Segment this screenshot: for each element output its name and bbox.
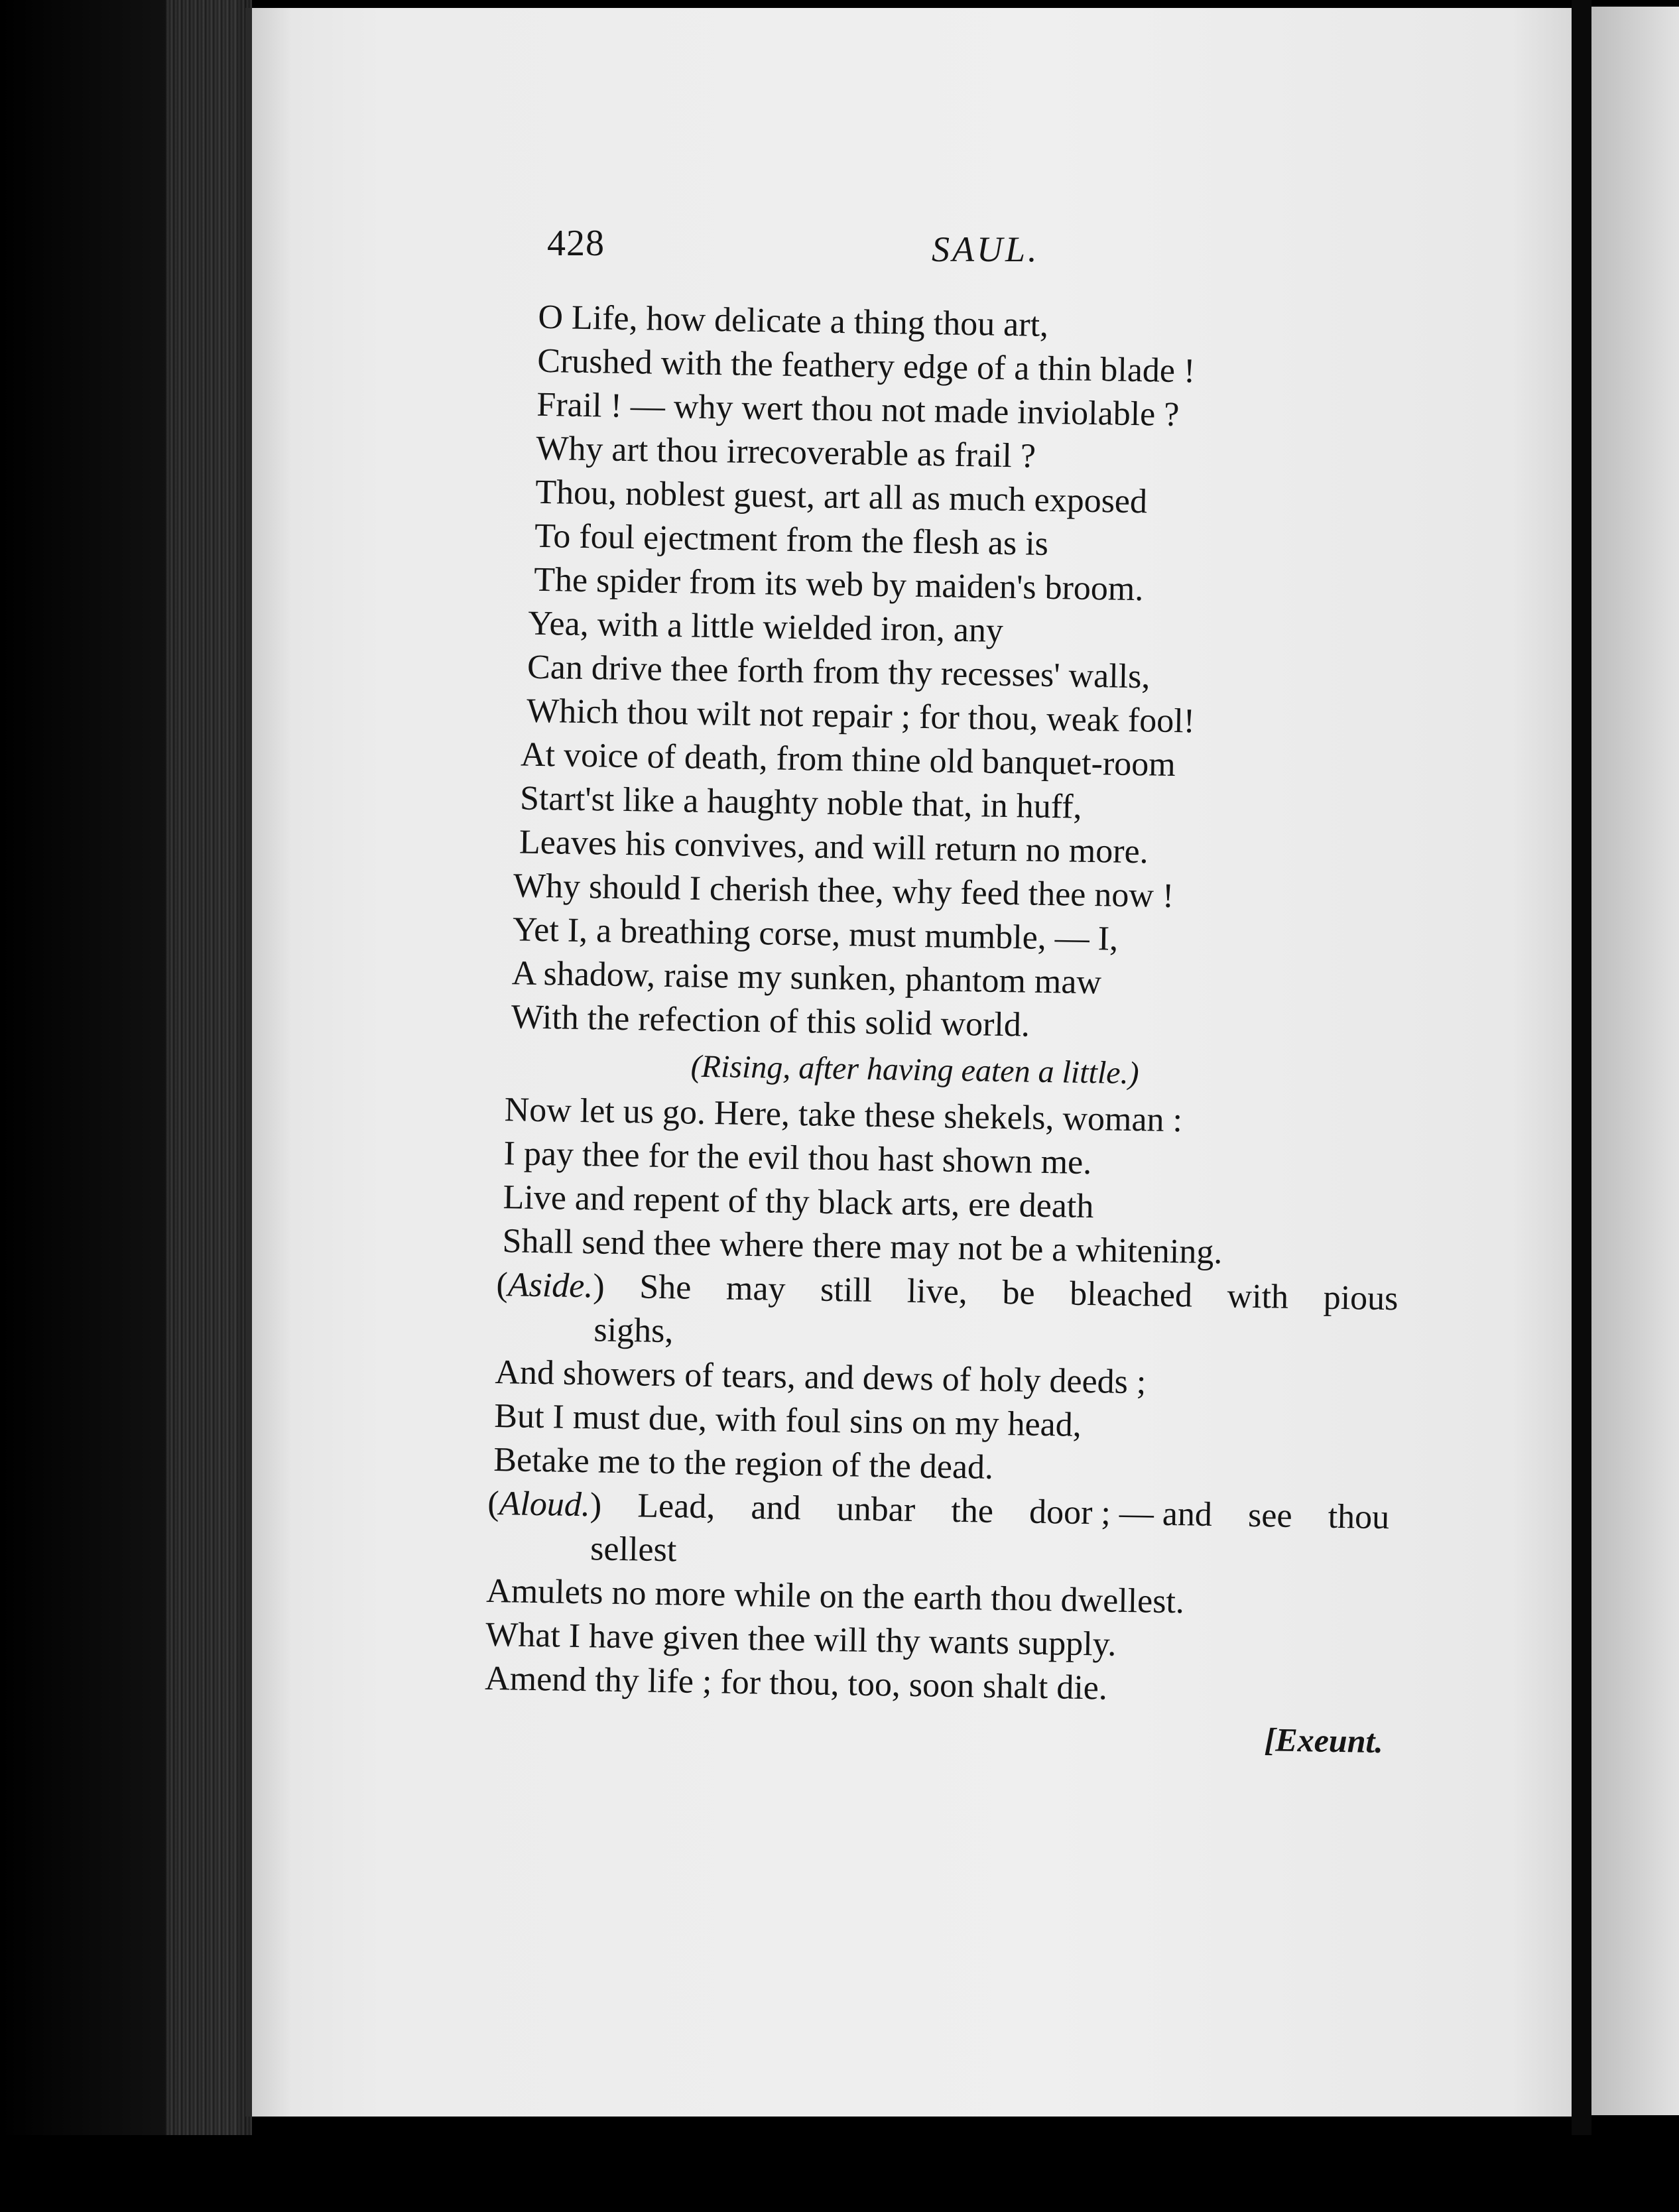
word: see [1247, 1496, 1292, 1535]
adjacent-page-edge [1591, 7, 1679, 2115]
verse-line: The spider from its web by maiden's broom. [533, 560, 1144, 609]
aloud-label [487, 1482, 602, 1528]
word: be [1002, 1273, 1036, 1312]
verse-line-wrap: sellest [590, 1530, 677, 1569]
word: pious [1323, 1278, 1399, 1318]
verse-line: Why art thou irrecoverable as frail ? [535, 429, 1036, 475]
word: unbar [836, 1490, 916, 1529]
verse-line: Yea, with a little wielded iron, any [527, 604, 1004, 650]
verse-line: Betake me to the region of the dead. [493, 1440, 994, 1487]
exit-stage-direction: [Exeunt. [1264, 1721, 1384, 1760]
word: Lead, [637, 1487, 715, 1526]
verse-line: Which thou wilt not repair ; for thou, weak fool! [526, 692, 1196, 741]
stage-direction-open: ( [690, 1048, 702, 1084]
word: still [820, 1270, 873, 1310]
running-head: SAUL. [932, 229, 1040, 269]
word: may [725, 1269, 786, 1308]
page-gutter [1572, 0, 1591, 2212]
poem-text [481, 295, 1432, 1768]
verse-line: A shadow, raise my sunken, phantom maw [511, 954, 1102, 1002]
word: the [950, 1491, 994, 1530]
verse-line: Can drive thee forth from thy recesses' walls, [527, 648, 1150, 696]
word: live, [906, 1272, 968, 1312]
verse-line: Amulets no more while on the earth thou dwellest. [485, 1571, 1185, 1621]
verse-line: Now let us go. Here, take these shekels, woman : [504, 1091, 1183, 1140]
verse-line: What I have given thee will thy wants supply. [485, 1615, 1117, 1664]
verse-line: At voice of death, from thine old banquet-room [520, 735, 1176, 784]
verse-line: Shall send thee where there may not be a whitening. [502, 1222, 1223, 1272]
verse-line: With the refection of this solid world. [511, 998, 1030, 1044]
verse-line: O Life, how delicate a thing thou art, [538, 298, 1049, 344]
verse-line: Live and repent of thy black arts, ere death [503, 1178, 1094, 1226]
verse-line: Why should I cherish thee, why feed thee now ! [513, 867, 1174, 915]
paren-open: ( [487, 1484, 500, 1523]
page-number: 428 [547, 223, 605, 264]
verse-line: Thou, noblest guest, art all as much exposed [534, 473, 1148, 521]
book-binding-edge [166, 0, 252, 2212]
stage-direction-close: ) [1128, 1055, 1139, 1091]
verse-line-wrap: sighs, [593, 1311, 674, 1351]
verse-line: Leaves his convives, and will return no more. [519, 823, 1149, 871]
verse-line: But I must due, with foul sins on my head, [493, 1396, 1082, 1444]
word: She [639, 1268, 692, 1307]
word: bleached [1069, 1274, 1193, 1315]
verse-line: Frail ! — why wert thou not made inviolable ? [536, 385, 1180, 434]
verse-line: I pay thee for the evil thou hast shown me. [503, 1135, 1092, 1182]
paren-open: ( [496, 1266, 509, 1304]
word: with [1227, 1277, 1289, 1316]
aloud-text: Aloud. [499, 1485, 591, 1524]
stage-direction-text: Rising, after having eaten a little. [701, 1048, 1129, 1091]
paren-close: ) [590, 1486, 602, 1524]
verse-line: Crushed with the feathery edge of a thin blade ! [536, 341, 1196, 391]
verse-line: And showers of tears, and dews of holy deeds ; [495, 1353, 1147, 1402]
bottom-dark-margin [0, 2135, 1679, 2212]
word: and [751, 1489, 802, 1528]
aside-label [496, 1263, 605, 1309]
paren-close: ) [592, 1267, 605, 1306]
aside-text: Aside. [507, 1266, 593, 1306]
word: thou [1328, 1497, 1390, 1537]
verse-line: Yet I, a breathing corse, must mumble, — I, [512, 910, 1119, 958]
verse-line: Start'st like a haughty noble that, in huff, [519, 779, 1082, 826]
verse-line: Amend thy life ; for thou, too, soon shalt die. [484, 1659, 1108, 1707]
word: door ; — and [1028, 1493, 1213, 1534]
verse-line: To foul ejectment from the flesh as is [534, 517, 1049, 563]
